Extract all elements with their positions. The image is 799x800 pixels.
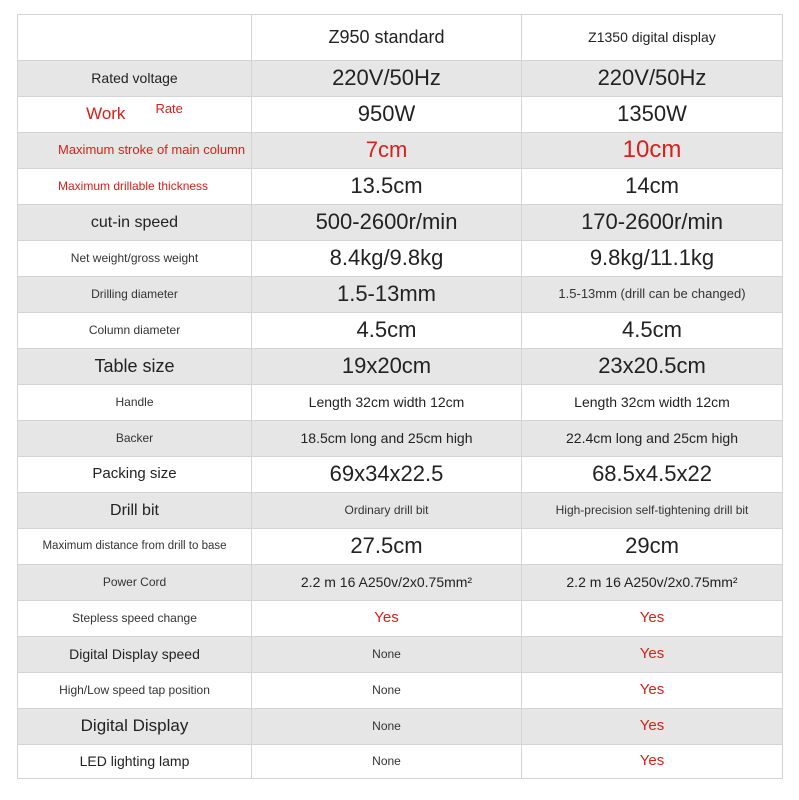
z1350-value: 220V/50Hz [522, 61, 783, 97]
row-label: Table size [18, 349, 252, 385]
row-label: High/Low speed tap position [18, 673, 252, 709]
z1350-value: 2.2 m 16 A250v/2x0.75mm² [522, 565, 783, 601]
table-row [18, 97, 783, 133]
table-row [18, 205, 783, 241]
z950-value: 7cm [252, 133, 522, 169]
table-row [18, 673, 783, 709]
row-label: Maximum drillable thickness [18, 169, 252, 205]
table-row [18, 745, 783, 779]
table-row [18, 421, 783, 457]
z1350-value: 68.5x4.5x22 [522, 457, 783, 493]
table-row [18, 457, 783, 493]
z950-value: 8.4kg/9.8kg [252, 241, 522, 277]
z1350-value: 4.5cm [522, 313, 783, 349]
z950-value: Ordinary drill bit [252, 493, 522, 529]
z950-value: None [252, 673, 522, 709]
z1350-value: Yes [522, 709, 783, 745]
row-label: Rated voltage [18, 61, 252, 97]
z1350-value: 1350W [522, 97, 783, 133]
z1350-value: Length 32cm width 12cm [522, 385, 783, 421]
z950-value: 2.2 m 16 A250v/2x0.75mm² [252, 565, 522, 601]
z1350-value: 10cm [522, 133, 783, 169]
z1350-value: 22.4cm long and 25cm high [522, 421, 783, 457]
row-label: Drilling diameter [18, 277, 252, 313]
z1350-value: Yes [522, 637, 783, 673]
z1350-value: 23x20.5cm [522, 349, 783, 385]
table-header-row [18, 15, 783, 61]
z1350-value: 9.8kg/11.1kg [522, 241, 783, 277]
table-row [18, 277, 783, 313]
z950-value: 4.5cm [252, 313, 522, 349]
z950-value: 1.5-13mm [252, 277, 522, 313]
z950-value: Length 32cm width 12cm [252, 385, 522, 421]
table-row [18, 133, 783, 169]
z1350-value: 1.5-13mm (drill can be changed) [522, 277, 783, 313]
z1350-value: 14cm [522, 169, 783, 205]
z1350-value: Yes [522, 745, 783, 779]
row-label: Maximum distance from drill to base [18, 529, 252, 565]
z950-value: 950W [252, 97, 522, 133]
header-z950: Z950 standard [252, 15, 522, 61]
header-z1350: Z1350 digital display [522, 15, 783, 61]
z1350-value: High-precision self-tightening drill bit [522, 493, 783, 529]
z950-value: 500-2600r/min [252, 205, 522, 241]
table-row [18, 529, 783, 565]
row-label: Handle [18, 385, 252, 421]
z950-value: 27.5cm [252, 529, 522, 565]
row-label: cut-in speed [18, 205, 252, 241]
table-row [18, 637, 783, 673]
row-label: Maximum stroke of main column [18, 133, 252, 169]
header-empty-cell [18, 15, 252, 61]
z950-value: 69x34x22.5 [252, 457, 522, 493]
row-label: Packing size [18, 457, 252, 493]
z950-value: None [252, 745, 522, 779]
row-label: Stepless speed change [18, 601, 252, 637]
z1350-value: Yes [522, 601, 783, 637]
table-row [18, 385, 783, 421]
table-row [18, 709, 783, 745]
table-row [18, 565, 783, 601]
z950-value: 19x20cm [252, 349, 522, 385]
table-row [18, 169, 783, 205]
table-row [18, 349, 783, 385]
row-label: Digital Display [18, 709, 252, 745]
z1350-value: Yes [522, 673, 783, 709]
row-label-note: Rate [155, 101, 183, 117]
spec-comparison-table [17, 14, 783, 779]
z950-value: 13.5cm [252, 169, 522, 205]
table-row [18, 61, 783, 97]
row-label: Drill bit [18, 493, 252, 529]
row-label: Digital Display speed [18, 637, 252, 673]
row-label: Column diameter [18, 313, 252, 349]
z950-value: None [252, 709, 522, 745]
z1350-value: 29cm [522, 529, 783, 565]
row-label: Power Cord [18, 565, 252, 601]
table-row [18, 313, 783, 349]
row-label: Backer [18, 421, 252, 457]
table-row [18, 601, 783, 637]
row-label: Work [86, 104, 126, 124]
row-label: LED lighting lamp [18, 745, 252, 779]
z950-value: Yes [252, 601, 522, 637]
table-row [18, 241, 783, 277]
table-row [18, 493, 783, 529]
z1350-value: 170-2600r/min [522, 205, 783, 241]
row-label-cell [18, 97, 252, 133]
row-label: Net weight/gross weight [18, 241, 252, 277]
z950-value: 18.5cm long and 25cm high [252, 421, 522, 457]
z950-value: 220V/50Hz [252, 61, 522, 97]
z950-value: None [252, 637, 522, 673]
